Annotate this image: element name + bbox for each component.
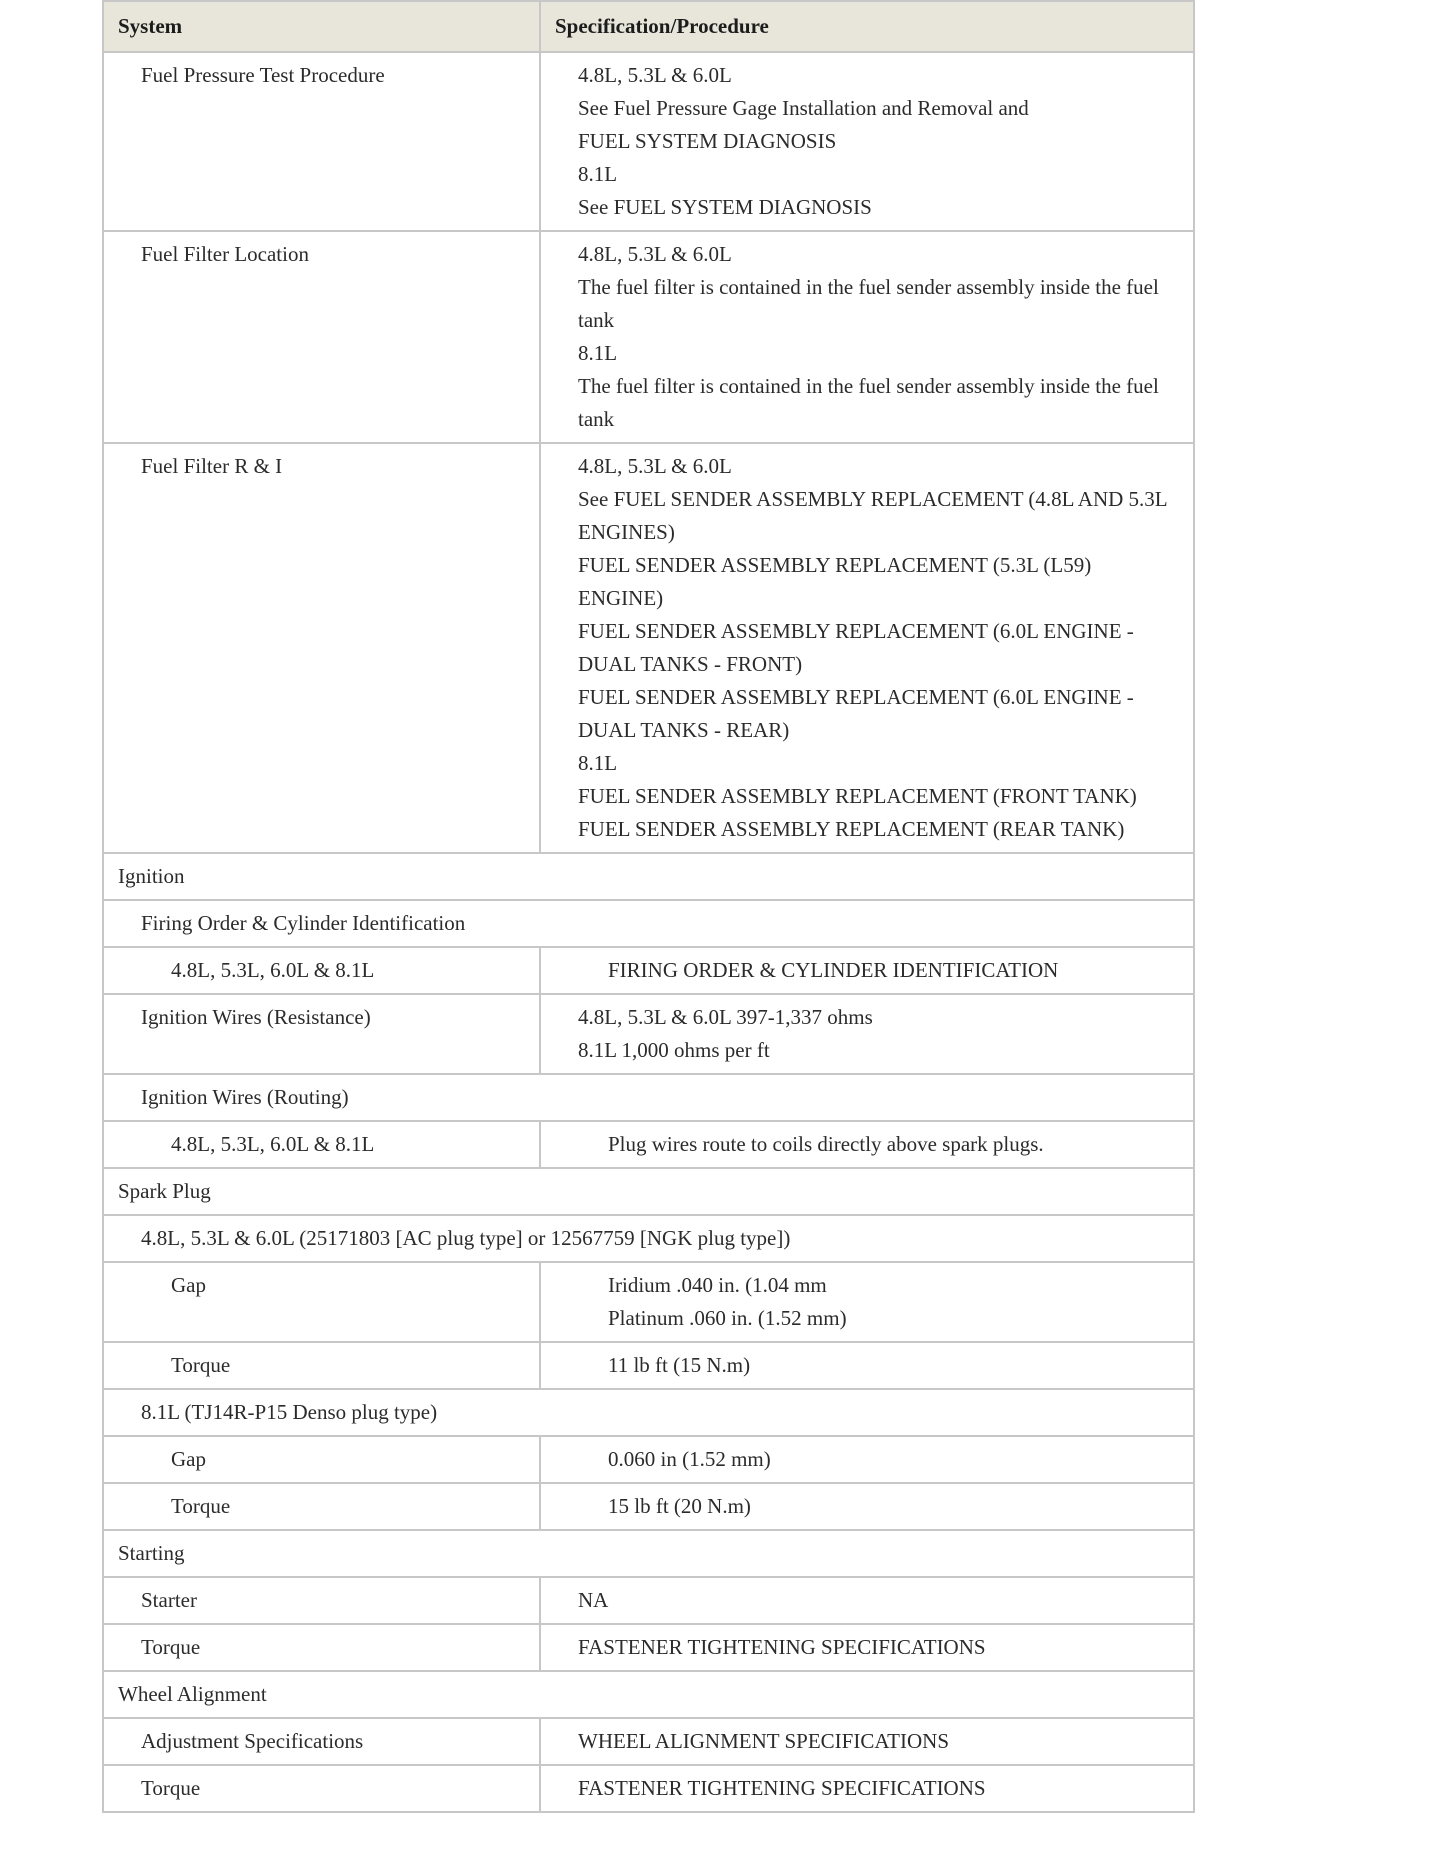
value-line: See Fuel Pressure Gage Installation and Removal and: [578, 96, 1029, 120]
section-spark-plug: Spark Plug: [103, 1168, 1194, 1215]
value-line: FUEL SYSTEM DIAGNOSIS: [578, 129, 837, 153]
row-label: 4.8L, 5.3L, 6.0L & 8.1L: [103, 947, 540, 994]
row-label: Fuel Filter Location: [103, 231, 540, 443]
row-value: [540, 443, 1194, 853]
subsection-firing-order: Firing Order & Cylinder Identification: [103, 900, 1194, 947]
subsection-row: [103, 900, 1194, 947]
table-row: [103, 1342, 1194, 1389]
value-line: 4.8L, 5.3L & 6.0L: [578, 454, 732, 478]
subsection-plug-group-2: 8.1L (TJ14R-P15 Denso plug type): [103, 1389, 1194, 1436]
row-label: Ignition Wires (Resistance): [103, 994, 540, 1074]
row-value: WHEEL ALIGNMENT SPECIFICATIONS: [540, 1718, 1194, 1765]
value-line: 4.8L, 5.3L & 6.0L: [578, 242, 732, 266]
row-label: Torque: [103, 1483, 540, 1530]
table-row: [103, 231, 1194, 443]
row-value: FASTENER TIGHTENING SPECIFICATIONS: [540, 1624, 1194, 1671]
table-row: [103, 947, 1194, 994]
section-row: [103, 853, 1194, 900]
subsection-row: [103, 1074, 1194, 1121]
row-label: Fuel Filter R & I: [103, 443, 540, 853]
row-value: Plug wires route to coils directly above spark plugs.: [540, 1121, 1194, 1168]
value-line: FUEL SENDER ASSEMBLY REPLACEMENT (5.3L (L59) ENGINE): [578, 553, 1092, 610]
table-row: [103, 1718, 1194, 1765]
table-row: [103, 1577, 1194, 1624]
table-row: [103, 443, 1194, 853]
row-label: Torque: [103, 1342, 540, 1389]
row-value: 0.060 in (1.52 mm): [540, 1436, 1194, 1483]
table-row: [103, 1765, 1194, 1812]
table-row: [103, 1483, 1194, 1530]
table-row: [103, 994, 1194, 1074]
row-value: 15 lb ft (20 N.m): [540, 1483, 1194, 1530]
value-line: FUEL SENDER ASSEMBLY REPLACEMENT (6.0L ENGINE - DUAL TANKS - FRONT): [578, 619, 1134, 676]
row-label: Starter: [103, 1577, 540, 1624]
value-line: Platinum .060 in. (1.52 mm): [608, 1306, 847, 1330]
row-label: Gap: [103, 1436, 540, 1483]
section-wheel-alignment: Wheel Alignment: [103, 1671, 1194, 1718]
row-label: Torque: [103, 1765, 540, 1812]
subsection-row: [103, 1389, 1194, 1436]
table-row: [103, 1436, 1194, 1483]
value-line: The fuel filter is contained in the fuel sender assembly inside the fuel tank: [578, 374, 1159, 431]
section-starting: Starting: [103, 1530, 1194, 1577]
header-system: System: [103, 1, 540, 52]
value-line: 8.1L: [578, 162, 618, 186]
value-line: The fuel filter is contained in the fuel sender assembly inside the fuel tank: [578, 275, 1159, 332]
value-line: 8.1L: [578, 341, 618, 365]
value-line: 4.8L, 5.3L & 6.0L 397-1,337 ohms: [578, 1005, 873, 1029]
section-row: [103, 1671, 1194, 1718]
row-value: [540, 1262, 1194, 1342]
table-row: [103, 1624, 1194, 1671]
row-value: [540, 231, 1194, 443]
subsection-wires-routing: Ignition Wires (Routing): [103, 1074, 1194, 1121]
table-header-row: [103, 1, 1194, 52]
row-value: 11 lb ft (15 N.m): [540, 1342, 1194, 1389]
value-line: 8.1L 1,000 ohms per ft: [578, 1038, 770, 1062]
row-label: 4.8L, 5.3L, 6.0L & 8.1L: [103, 1121, 540, 1168]
table-row: [103, 1121, 1194, 1168]
value-line: 8.1L: [578, 751, 618, 775]
value-line: See FUEL SYSTEM DIAGNOSIS: [578, 195, 872, 219]
section-ignition: Ignition: [103, 853, 1194, 900]
value-line: FUEL SENDER ASSEMBLY REPLACEMENT (REAR TANK): [578, 817, 1125, 841]
section-row: [103, 1530, 1194, 1577]
table-row: [103, 1262, 1194, 1342]
row-label: Torque: [103, 1624, 540, 1671]
subsection-row: [103, 1215, 1194, 1262]
value-line: FUEL SENDER ASSEMBLY REPLACEMENT (FRONT TANK): [578, 784, 1137, 808]
row-value: [540, 52, 1194, 231]
row-label: Gap: [103, 1262, 540, 1342]
row-value: FASTENER TIGHTENING SPECIFICATIONS: [540, 1765, 1194, 1812]
value-line: Iridium .040 in. (1.04 mm: [608, 1273, 827, 1297]
spec-table: [102, 0, 1195, 1813]
row-value: [540, 994, 1194, 1074]
header-spec: Specification/Procedure: [540, 1, 1194, 52]
row-label: Fuel Pressure Test Procedure: [103, 52, 540, 231]
subsection-plug-group-1: 4.8L, 5.3L & 6.0L (25171803 [AC plug type] or 12567759 [NGK plug type]): [103, 1215, 1194, 1262]
row-value: NA: [540, 1577, 1194, 1624]
value-line: 4.8L, 5.3L & 6.0L: [578, 63, 732, 87]
row-label: Adjustment Specifications: [103, 1718, 540, 1765]
table-row: [103, 52, 1194, 231]
row-value: FIRING ORDER & CYLINDER IDENTIFICATION: [540, 947, 1194, 994]
section-row: [103, 1168, 1194, 1215]
value-line: See FUEL SENDER ASSEMBLY REPLACEMENT (4.8L AND 5.3L ENGINES): [578, 487, 1167, 544]
value-line: FUEL SENDER ASSEMBLY REPLACEMENT (6.0L ENGINE - DUAL TANKS - REAR): [578, 685, 1134, 742]
